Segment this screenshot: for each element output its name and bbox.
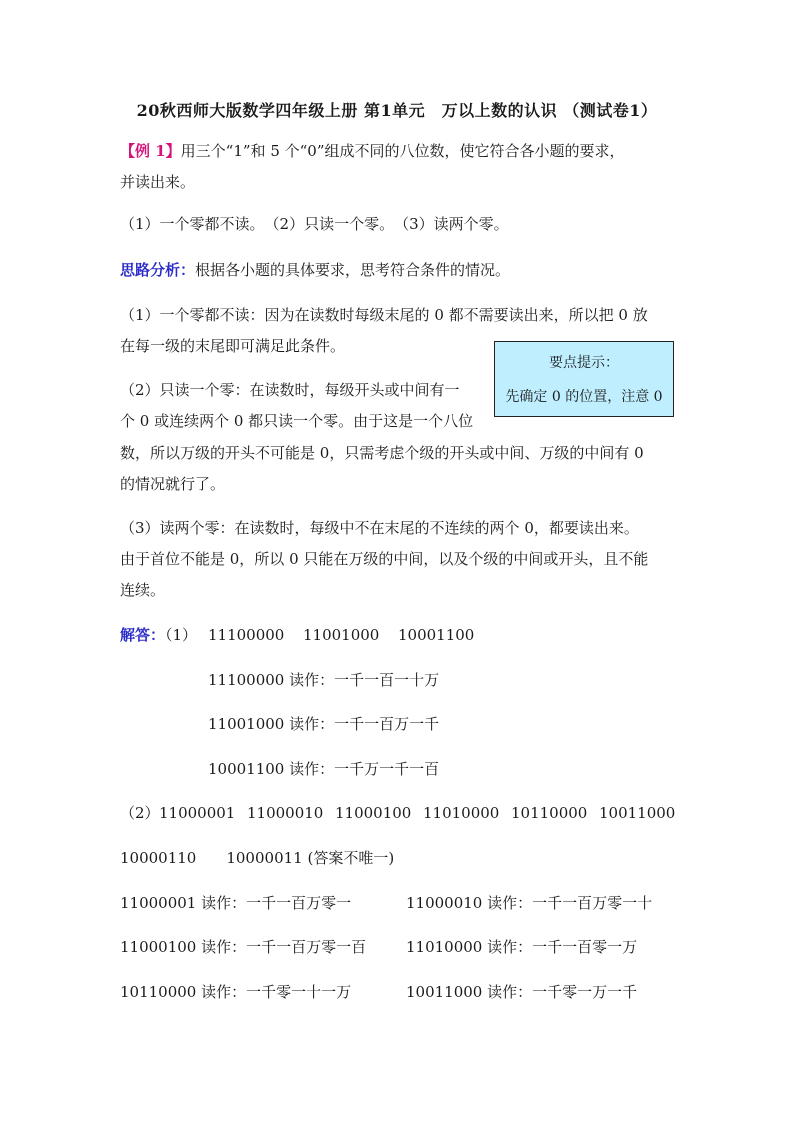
- answer-part1-number: 11001000: [303, 626, 380, 644]
- tip-box: [494, 341, 674, 417]
- answer-part2-read: 10011000 读作：一千零一万一千: [406, 983, 638, 1001]
- analysis-p3-line-2: 由于首位不能是 0，所以 0 只能在万级的中间，以及个级的中间或开头，且不能: [120, 550, 649, 568]
- tip-title: 要点提示：: [549, 355, 619, 371]
- analysis-p2-line-1: （2）只读一个零：在读数时，每级开头或中间有一: [120, 381, 460, 399]
- answer-part1-prefix: （1）: [165, 626, 198, 644]
- analysis-p1-line-2: 在每一级的末尾即可满足此条件。: [120, 337, 346, 355]
- answer-part1-number: 10001100: [398, 626, 475, 644]
- example-tag: 【例 1】: [120, 142, 181, 160]
- example-text-1: 用三个“1”和 5 个“0”组成不同的八位数，使它符合各小题的要求，: [180, 142, 625, 160]
- answer-part2-number: 11000010: [247, 804, 324, 822]
- example-line-2: 并读出来。: [120, 173, 196, 191]
- answer-part1-read: 11001000 读作：一千一百万一千: [208, 715, 440, 733]
- answer-label: 解答：: [120, 626, 166, 644]
- analysis-p2-line-4: 的情况就行了。: [120, 475, 226, 493]
- answer-part2-read: 10110000 读作：一千零一十一万: [120, 983, 352, 1001]
- analysis-p3-line-1: （3）读两个零：在读数时，每级中不在末尾的不连续的两个 0，都要读出来。: [120, 519, 639, 537]
- answer-part2-number: 11000001: [159, 804, 236, 822]
- answer-part2-row-2: 10000110 10000011 (答案不唯一): [120, 849, 395, 867]
- answer-part2-number: 11010000: [423, 804, 500, 822]
- answer-part1-number: 11100000: [208, 626, 285, 644]
- answer-part2-read: 11000001 读作：一千一百万零一: [120, 894, 352, 912]
- page-title: 20秋西师大版数学四年级上册 第1单元 万以上数的认识 （测试卷1）: [136, 101, 658, 120]
- answer-part2-number: 10011000: [599, 804, 676, 822]
- answer-part2-read: 11000010 读作：一千一百万零一十: [406, 894, 653, 912]
- analysis-p1-line-1: （1）一个零都不读：因为在读数时每级末尾的 0 都不需要读出来，所以把 0 放: [120, 306, 648, 324]
- example-subquestions: （1）一个零都不读。 （2）只读一个零。 （3）读两个零。: [120, 215, 509, 233]
- answer-part2-read: 11000100 读作：一千一百万零一百: [120, 938, 367, 956]
- answer-part1-row: [120, 625, 197, 645]
- example-line-1: [120, 141, 625, 161]
- answer-part2-number: 11000100: [335, 804, 412, 822]
- analysis-p2-line-2: 个 0 或连续两个 0 都只读一个零。由于这是一个八位: [120, 412, 474, 430]
- analysis-line: [120, 260, 510, 280]
- answer-part2-prefix: （2）: [120, 804, 160, 822]
- answer-part2-read: 11010000 读作：一千一百零一万: [406, 938, 638, 956]
- answer-part1-read: 11100000 读作：一千一百一十万: [208, 671, 440, 689]
- analysis-text: 根据各小题的具体要求，思考符合条件的情况。: [195, 261, 511, 279]
- tip-text: 先确定 0 的位置，注意 0: [505, 389, 663, 405]
- answer-part2-number: 10110000: [511, 804, 588, 822]
- analysis-label: 思路分析：: [120, 261, 196, 279]
- analysis-p2-line-3: 数，所以万级的开头不可能是 0，只需考虑个级的开头或中间、万级的中间有 0: [120, 444, 644, 462]
- analysis-p3-line-3: 连续。: [120, 581, 166, 599]
- answer-part1-read: 10001100 读作：一千万一千一百: [208, 760, 440, 778]
